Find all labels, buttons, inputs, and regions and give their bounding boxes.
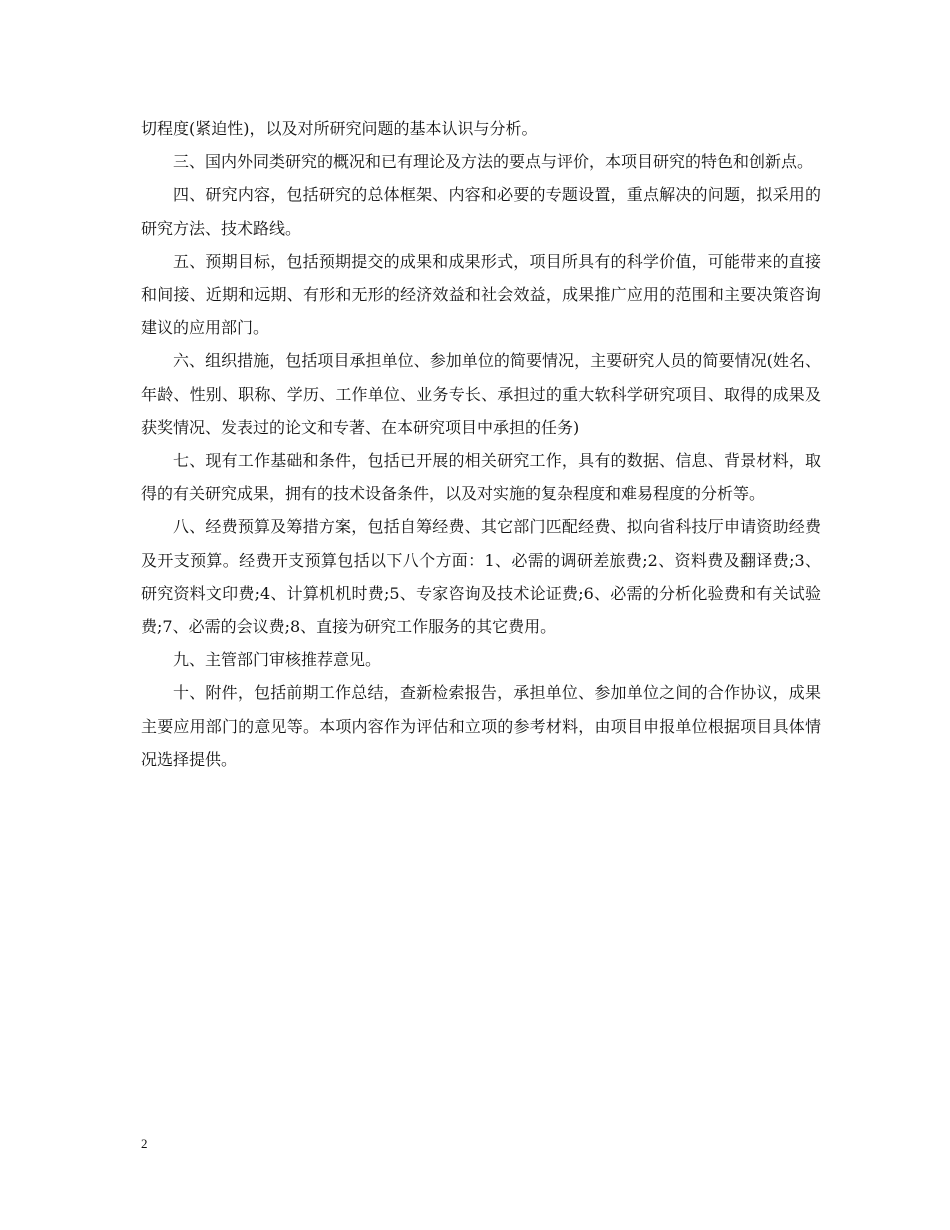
paragraph-section-6: 六、组织措施，包括项目承担单位、参加单位的简要情况，主要研究人员的简要情况(姓名、年龄、性别、职称、学历、工作单位、业务专长、承担过的重大软科学研究项目、取得的成果及获奖情况、发表过的论文和专著、在本研究项目中承担的任务) bbox=[141, 351, 821, 437]
page-number: 2 bbox=[141, 1136, 148, 1151]
paragraph-section-7: 七、现有工作基础和条件，包括已开展的相关研究工作，具有的数据、信息、背景材料，取得的有关研究成果，拥有的技术设备条件，以及对实施的复杂程度和难易程度的分析等。 bbox=[141, 451, 821, 504]
paragraph-section-10: 十、附件，包括前期工作总结，查新检索报告，承担单位、参加单位之间的合作协议，成果主要应用部门的意见等。本项内容作为评估和立项的参考材料，由项目申报单位根据项目具体情况选择提供。 bbox=[141, 683, 821, 769]
paragraph-section-3: 三、国内外同类研究的概况和已有理论及方法的要点与评价，本项目研究的特色和创新点。 bbox=[173, 152, 814, 172]
paragraph-section-5: 五、预期目标，包括预期提交的成果和成果形式，项目所具有的科学价值，可能带来的直接和间接、近期和远期、有形和无形的经济效益和社会效益，成果推广应用的范围和主要决策咨询建议的应用部门。 bbox=[141, 251, 821, 338]
paragraph-continued: 切程度(紧迫性)，以及对所研究问题的基本认识与分析。 bbox=[141, 119, 538, 138]
document-body bbox=[141, 112, 821, 776]
paragraph-section-9: 九、主管部门审核推荐意见。 bbox=[173, 650, 382, 670]
paragraph-section-8: 八、经费预算及筹措方案，包括自筹经费、其它部门匹配经费、拟向省科技厅申请资助经费及开支预算。经费开支预算包括以下八个方面：1、必需的调研差旅费;2、资料费及翻译费;3、研究资料文印费;4、计算机机时费;5、专家咨询及技术论证费;6、必需的分析化验费和有关试验费;7、必需的会议费;8、直接为研究工作服务的其它费用。 bbox=[141, 517, 821, 637]
paragraph-section-4: 四、研究内容，包括研究的总体框架、内容和必要的专题设置，重点解决的问题，拟采用的研究方法、技术路线。 bbox=[141, 185, 821, 238]
